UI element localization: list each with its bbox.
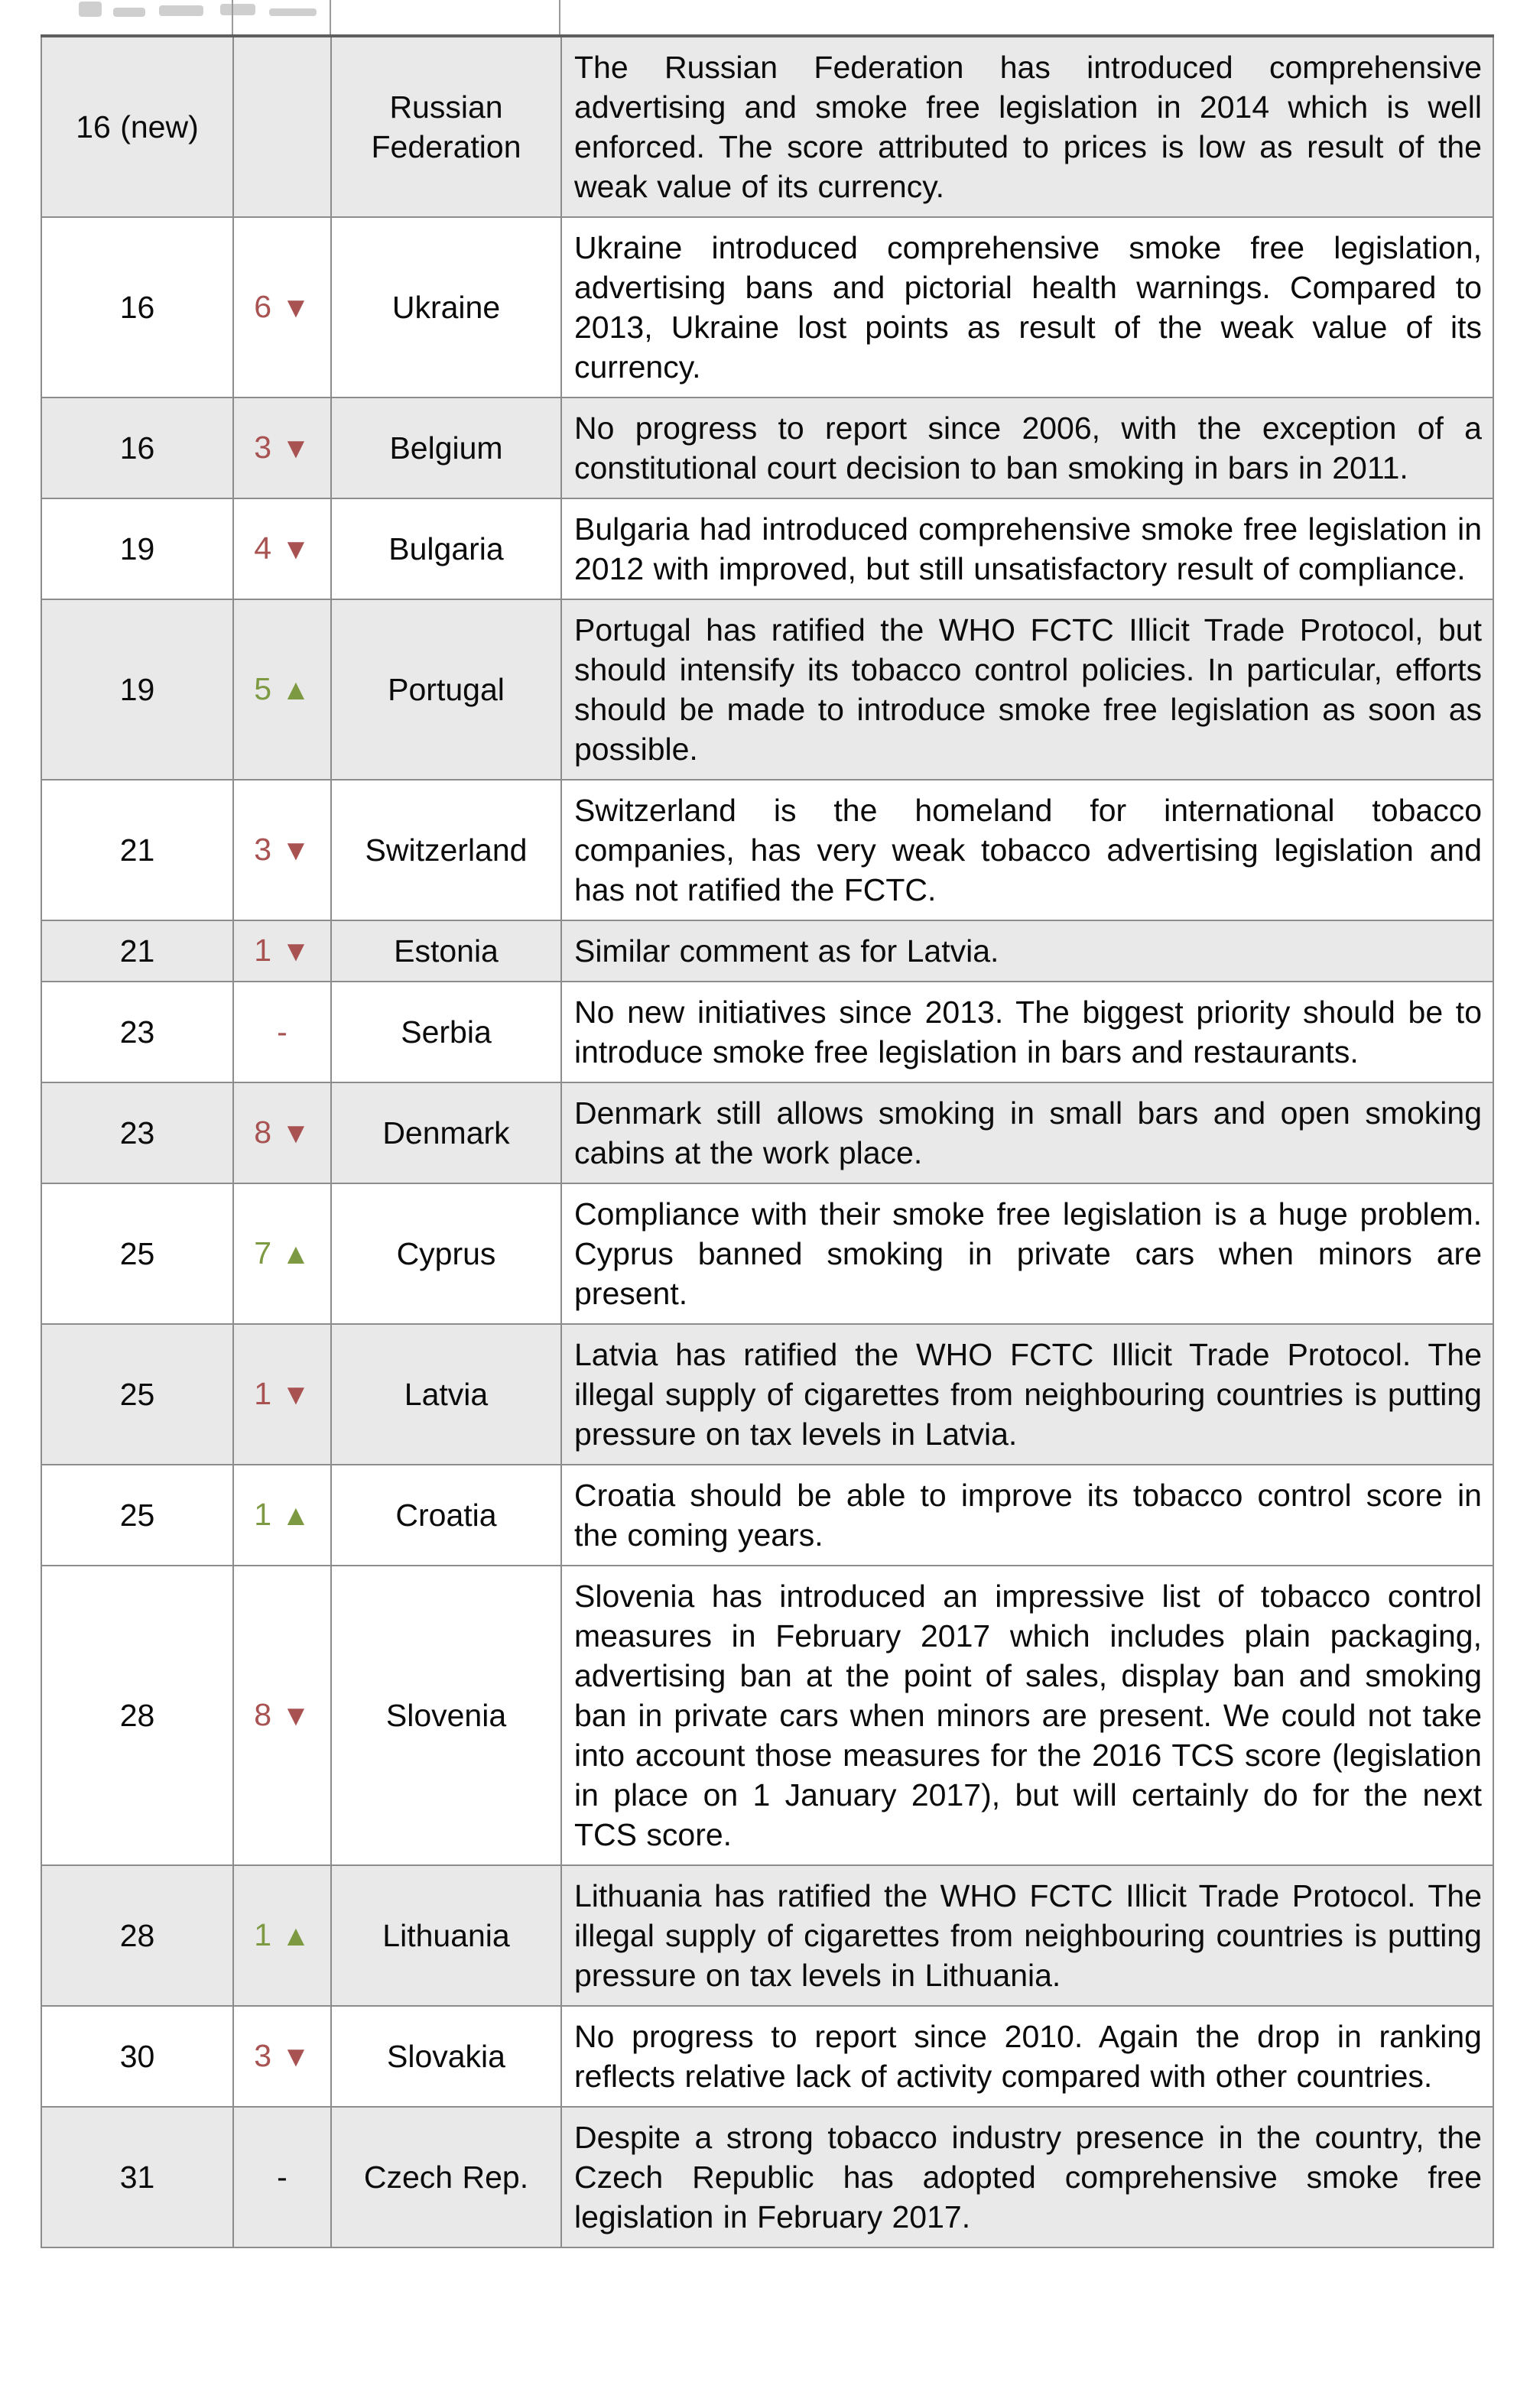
- table-row: [41, 2006, 1493, 2107]
- country-cell: Cyprus: [331, 1183, 561, 1324]
- cutoff-text-fragment: [79, 2, 102, 17]
- comment-cell: Denmark still allows smoking in small bars and open smoking cabins at the work place.: [561, 1082, 1493, 1183]
- rank-change-value: 6: [254, 289, 272, 324]
- cutoff-text-fragment: [159, 5, 203, 16]
- table-row: [41, 1465, 1493, 1566]
- rank-change-cell: [233, 498, 331, 599]
- country-cell: Serbia: [331, 982, 561, 1082]
- rank-change-value: -: [277, 2160, 287, 2195]
- country-cell: Belgium: [331, 398, 561, 498]
- country-cell: Slovakia: [331, 2006, 561, 2107]
- rank-change-value: 1: [254, 933, 272, 968]
- rank-change-cell: [233, 780, 331, 920]
- rank-change-value: 3: [254, 832, 272, 867]
- rank-change-value: -: [277, 1014, 287, 1050]
- country-cell: Slovenia: [331, 1566, 561, 1865]
- country-cell: Bulgaria: [331, 498, 561, 599]
- rank-change-cell: [233, 398, 331, 498]
- comment-cell: Latvia has ratified the WHO FCTC Illicit Trade Protocol. The illegal supply of cigarettes from neighbouring countries is putting pressure on tax levels in Latvia.: [561, 1324, 1493, 1465]
- rank-change-cell: [233, 1465, 331, 1566]
- rank-cell: 25: [41, 1465, 233, 1566]
- rank-change-cell: [233, 1324, 331, 1465]
- table-row: [41, 920, 1493, 982]
- rank-change-cell: [233, 2107, 331, 2247]
- country-cell: Croatia: [331, 1465, 561, 1566]
- country-cell: Switzerland: [331, 780, 561, 920]
- rank-cell: 31: [41, 2107, 233, 2247]
- tcs-ranking-table: [41, 34, 1494, 2248]
- rank-cell: 16: [41, 217, 233, 398]
- comment-cell: Lithuania has ratified the WHO FCTC Illicit Trade Protocol. The illegal supply of cigarettes from neighbouring countries is putting pressure on tax levels in Lithuania.: [561, 1865, 1493, 2006]
- rank-change-value: 3: [254, 2038, 272, 2073]
- country-cell: Ukraine: [331, 217, 561, 398]
- rank-cell: 23: [41, 1082, 233, 1183]
- rank-down-icon: ▼: [281, 1118, 310, 1150]
- cutoff-column-line: [232, 0, 233, 36]
- country-cell: Latvia: [331, 1324, 561, 1465]
- rank-down-icon: ▼: [281, 433, 310, 465]
- rank-down-icon: ▼: [281, 534, 310, 566]
- rank-change-cell: [233, 1082, 331, 1183]
- rank-change-value: 1: [254, 1497, 272, 1532]
- comment-cell: Slovenia has introduced an impressive list of tobacco control measures in February 2017 which includes plain packaging, advertising ban at the point of sales, display ban and smoking ban in private cars when minors are present. We could not take into account those measures for the 2016 TCS score (legislation in place on 1 January 2017), but will certainly do for the next TCS score.: [561, 1566, 1493, 1865]
- rank-change-cell: [233, 982, 331, 1082]
- rank-down-icon: ▼: [281, 2041, 310, 2073]
- rank-up-icon: ▲: [281, 674, 310, 706]
- comment-cell: Switzerland is the homeland for international tobacco companies, has very weak tobacco advertising legislation and has not ratified the FCTC.: [561, 780, 1493, 920]
- table-row: [41, 36, 1493, 217]
- rank-cell: 23: [41, 982, 233, 1082]
- rank-cell: 19: [41, 498, 233, 599]
- comment-cell: No progress to report since 2006, with the exception of a constitutional court decision to ban smoking in bars in 2011.: [561, 398, 1493, 498]
- rank-down-icon: ▼: [281, 835, 310, 867]
- rank-change-value: 3: [254, 430, 272, 465]
- table-row: [41, 1566, 1493, 1865]
- table-row: [41, 2107, 1493, 2247]
- table-row: [41, 1865, 1493, 2006]
- rank-change-cell: [233, 599, 331, 780]
- country-cell: Lithuania: [331, 1865, 561, 2006]
- rank-up-icon: ▲: [281, 1238, 310, 1271]
- country-cell: Estonia: [331, 920, 561, 982]
- rank-cell: 25: [41, 1324, 233, 1465]
- table-row: [41, 1082, 1493, 1183]
- rank-down-icon: ▼: [281, 292, 310, 324]
- table-row: [41, 780, 1493, 920]
- rank-change-cell: [233, 217, 331, 398]
- cutoff-text-fragment: [113, 8, 145, 17]
- table-row: [41, 217, 1493, 398]
- comment-cell: Similar comment as for Latvia.: [561, 920, 1493, 982]
- rank-change-value: 7: [254, 1235, 272, 1271]
- comment-cell: Bulgaria had introduced comprehensive smoke free legislation in 2012 with improved, but still unsatisfactory result of compliance.: [561, 498, 1493, 599]
- comment-cell: Croatia should be able to improve its tobacco control score in the coming years.: [561, 1465, 1493, 1566]
- table-row: [41, 982, 1493, 1082]
- cutoff-text-fragment: [269, 8, 317, 16]
- rank-cell: 21: [41, 780, 233, 920]
- table-row: [41, 1183, 1493, 1324]
- country-cell: Portugal: [331, 599, 561, 780]
- rank-down-icon: ▼: [281, 1700, 310, 1732]
- rank-change-value: 5: [254, 671, 272, 706]
- table-row: [41, 498, 1493, 599]
- rank-cell: 16 (new): [41, 36, 233, 217]
- comment-cell: Despite a strong tobacco industry presence in the country, the Czech Republic has adopted comprehensive smoke free legislation in February 2017.: [561, 2107, 1493, 2247]
- comment-cell: No progress to report since 2010. Again the drop in ranking reflects relative lack of activity compared with other countries.: [561, 2006, 1493, 2107]
- rank-cell: 28: [41, 1566, 233, 1865]
- rank-change-cell: [233, 36, 331, 217]
- rank-change-cell: [233, 1183, 331, 1324]
- rank-change-value: 8: [254, 1697, 272, 1732]
- rank-down-icon: ▼: [281, 1379, 310, 1411]
- rank-change-value: 4: [254, 531, 272, 566]
- rank-change-value: 1: [254, 1917, 272, 1952]
- comment-cell: No new initiatives since 2013. The biggest priority should be to introduce smoke free legislation in bars and restaurants.: [561, 982, 1493, 1082]
- rank-change-cell: [233, 920, 331, 982]
- cutoff-column-line: [330, 0, 331, 36]
- table-row: [41, 398, 1493, 498]
- comment-cell: Compliance with their smoke free legislation is a huge problem. Cyprus banned smoking in private cars when minors are present.: [561, 1183, 1493, 1324]
- table-row: [41, 599, 1493, 780]
- rank-cell: 25: [41, 1183, 233, 1324]
- rank-change-value: 8: [254, 1115, 272, 1150]
- cutoff-column-line: [559, 0, 560, 36]
- comment-cell: Portugal has ratified the WHO FCTC Illicit Trade Protocol, but should intensify its tobacco control policies. In particular, efforts should be made to introduce smoke free legislation as soon as possible.: [561, 599, 1493, 780]
- country-cell: Czech Rep.: [331, 2107, 561, 2247]
- rank-cell: 30: [41, 2006, 233, 2107]
- rank-cell: 19: [41, 599, 233, 780]
- comment-cell: The Russian Federation has introduced comprehensive advertising and smoke free legislation in 2014 which is well enforced. The score attributed to prices is low as result of the weak value of its currency.: [561, 36, 1493, 217]
- rank-up-icon: ▲: [281, 1500, 310, 1532]
- cutoff-text-fragment: [220, 4, 255, 15]
- rank-change-cell: [233, 1865, 331, 2006]
- comment-cell: Ukraine introduced comprehensive smoke free legislation, advertising bans and pictorial health warnings. Compared to 2013, Ukraine lost points as result of the weak value of its currency.: [561, 217, 1493, 398]
- rank-change-cell: [233, 2006, 331, 2107]
- country-cell: Denmark: [331, 1082, 561, 1183]
- table-row: [41, 1324, 1493, 1465]
- country-cell: Russian Federation: [331, 36, 561, 217]
- rank-change-value: 1: [254, 1376, 272, 1411]
- rank-cell: 28: [41, 1865, 233, 2006]
- rank-up-icon: ▲: [281, 1920, 310, 1952]
- rank-cell: 16: [41, 398, 233, 498]
- rank-change-cell: [233, 1566, 331, 1865]
- rank-cell: 21: [41, 920, 233, 982]
- rank-down-icon: ▼: [281, 936, 310, 968]
